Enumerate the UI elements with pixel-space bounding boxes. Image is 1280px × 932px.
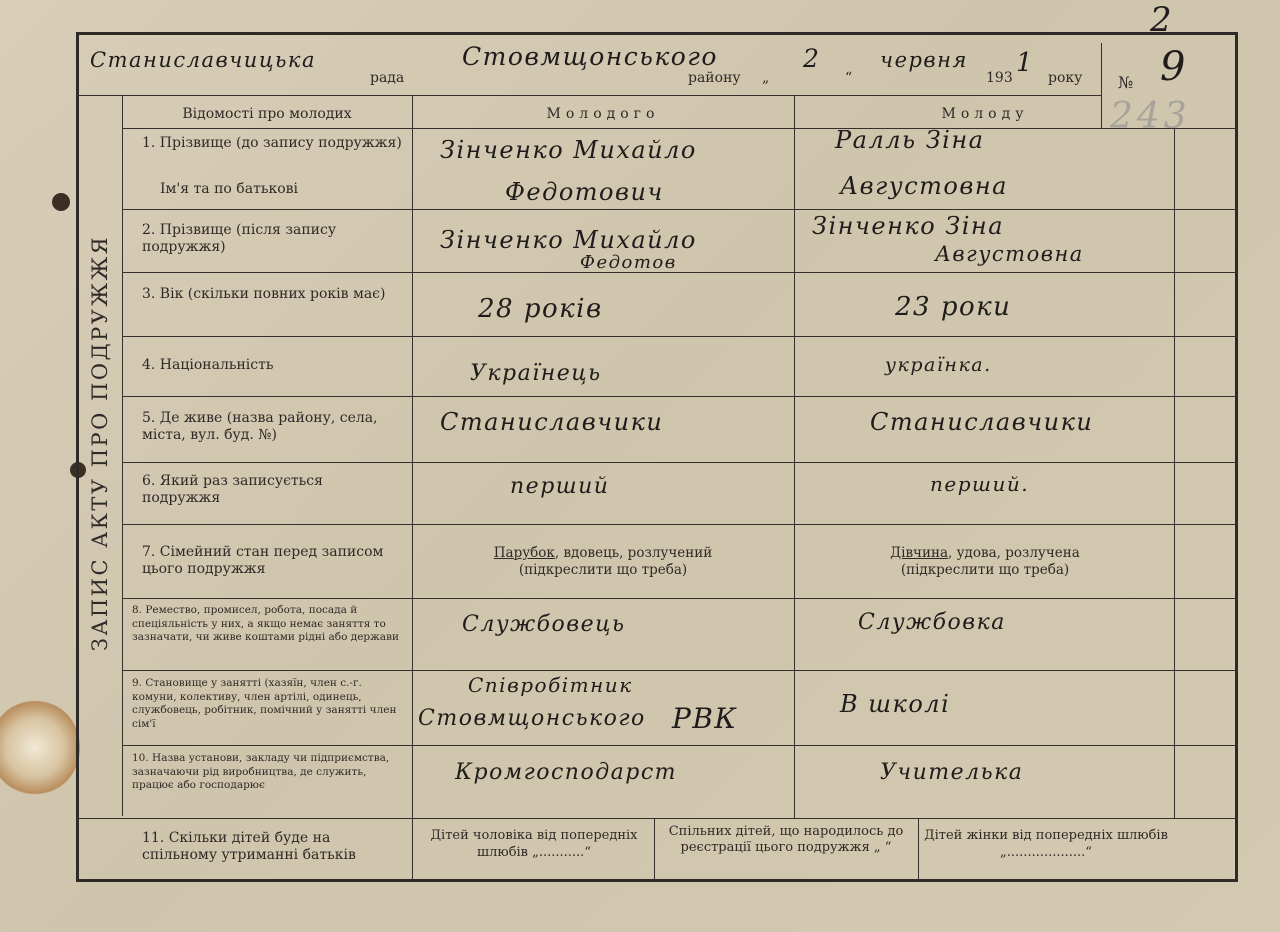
bride-name-patronymic: Августовна (840, 172, 1008, 200)
month-handwriting: червня (880, 48, 968, 72)
row10-label: 10. Назва установи, закладу чи підприємства, зазначаючи рід виробництва, де служить, працює або господарює (132, 752, 390, 791)
bride-nationality: українка. (885, 354, 992, 376)
row-rule (122, 272, 1238, 273)
groom-marriage-count: перший (510, 474, 610, 499)
row-rule (122, 524, 1238, 525)
bride-column-header: Молоду (941, 106, 1029, 122)
row-rule (122, 336, 1238, 337)
side-title-text: ЗАПИС АКТУ ПРО ПОДРУЖЖЯ (88, 234, 113, 652)
children-wife-previous: Дітей жінки від попередніх шлюбів „...................“ (924, 828, 1168, 860)
groom-surname-after: Зінченко Михайло (440, 226, 697, 254)
bride-residence: Станиславчики (870, 408, 1094, 436)
day-handwriting: 2 (803, 44, 821, 73)
label-column-left-border (122, 96, 123, 816)
column-header-rule (122, 128, 1238, 129)
groom-surname-before: Зінченко Михайло (440, 136, 697, 164)
year-handwriting: 1 (1016, 48, 1035, 78)
groom-column-header: Молодого (546, 106, 660, 122)
rada-label: рада (370, 70, 405, 86)
info-column-header: Відомості про молодих (182, 106, 352, 122)
row1-label-name: Ім'я та по батькові (160, 181, 298, 197)
groom-workplace: Кромгосподарст (455, 760, 678, 785)
children-husband-previous: Дітей чоловіка від попередніх шлюбів „...........“ (430, 828, 638, 860)
bride-patronymic-after: Августовна (935, 242, 1084, 266)
row-rule (122, 462, 1238, 463)
district-handwriting: Стовмщонського (462, 42, 718, 71)
row5-label: 5. Де живе (назва району, села, міста, вул. буд. №) (142, 410, 378, 443)
groom-age: 28 років (478, 294, 603, 324)
village-council-handwriting: Станиславчицька (90, 48, 316, 72)
row-rule (122, 745, 1238, 746)
row7-label: 7. Сімейний стан перед записом цього подружжя (142, 544, 384, 577)
bride-surname-before: Ралль Зіна (835, 126, 985, 154)
bride-occupation: Службовка (858, 610, 1006, 635)
bride-status-underlined: Дівчина (890, 545, 949, 561)
groom-nationality: Українець (470, 361, 602, 386)
groom-patronymic-after: Федотов (580, 252, 677, 273)
row-rule (76, 818, 1238, 819)
groom-position-line1: Співробітник (468, 673, 633, 697)
row2-label: 2. Прізвище (після запису подружжя) (142, 222, 337, 255)
groom-status-note: (підкреслити що треба) (518, 562, 688, 578)
row8-label: 8. Ремество, промисел, робота, посада й спеціяльність у них, а якщо немає заняття то зазначати, чи живе коштами рідні або держави (132, 604, 399, 643)
header-rule (76, 95, 1101, 96)
groom-position-line3: РВК (672, 702, 738, 735)
number-label: № (1118, 73, 1134, 92)
row1-label-surname: 1. Прізвище (до запису подружжя) (142, 135, 402, 151)
groom-bride-divider (794, 96, 795, 818)
groom-name-patronymic: Федотович (505, 178, 664, 206)
year-prefix: 193 (986, 70, 1013, 86)
bride-column-right-border (1174, 128, 1175, 818)
bride-surname-after: Зінченко Зіна (812, 212, 1005, 240)
bride-status-rest: , удова, розлучена (948, 545, 1080, 561)
row-rule (122, 598, 1238, 599)
row11-label: 11. Скільки дітей буде на спільному утриманні батьків (142, 830, 356, 863)
children-common: Спільних дітей, що народилось до реєстрації цього подружжя „ “ (668, 824, 904, 855)
archive-stamp-number: 243 (1110, 96, 1191, 137)
children-divider-1 (654, 818, 655, 882)
rayon-label: району (688, 70, 741, 86)
groom-occupation: Службовець (462, 612, 626, 637)
row-rule (122, 209, 1238, 210)
children-divider-2 (918, 818, 919, 882)
groom-residence: Станиславчики (440, 408, 664, 436)
bride-marriage-count: перший. (930, 472, 1030, 496)
quote-open: „ (762, 70, 770, 86)
row3-label: 3. Вік (скільки повних років має) (142, 286, 386, 302)
bride-position: В школі (840, 690, 951, 718)
year-label: року (1048, 70, 1083, 86)
row4-label: 4. Національність (142, 357, 274, 373)
quote-close: “ (845, 70, 853, 86)
groom-position-line2: Стовмщонського (418, 706, 646, 731)
groom-marital-status (414, 545, 792, 579)
groom-status-underlined: Парубок (493, 545, 555, 561)
bride-status-note: (підкреслити що треба) (900, 562, 1070, 578)
row6-label: 6. Який раз записується подружжя (142, 473, 323, 506)
corner-number: 2 (1150, 0, 1174, 40)
groom-status-rest: , вдовець, розлучений (554, 545, 713, 561)
row9-label: 9. Становище у занятті (хазяїн, член с.-г. комуни, колективу, член артілі, одинець, службовець, робітник, помічний у занятті член сім'ї (132, 677, 397, 730)
bride-workplace: Учителька (880, 760, 1024, 785)
side-title (78, 118, 122, 768)
row-rule (122, 396, 1238, 397)
row-rule (122, 670, 1238, 671)
record-number-handwriting: 9 (1160, 44, 1187, 90)
bride-age: 23 роки (895, 292, 1012, 322)
bride-marital-status (796, 545, 1174, 579)
label-column-right-border (412, 96, 413, 882)
punch-hole (52, 193, 70, 211)
